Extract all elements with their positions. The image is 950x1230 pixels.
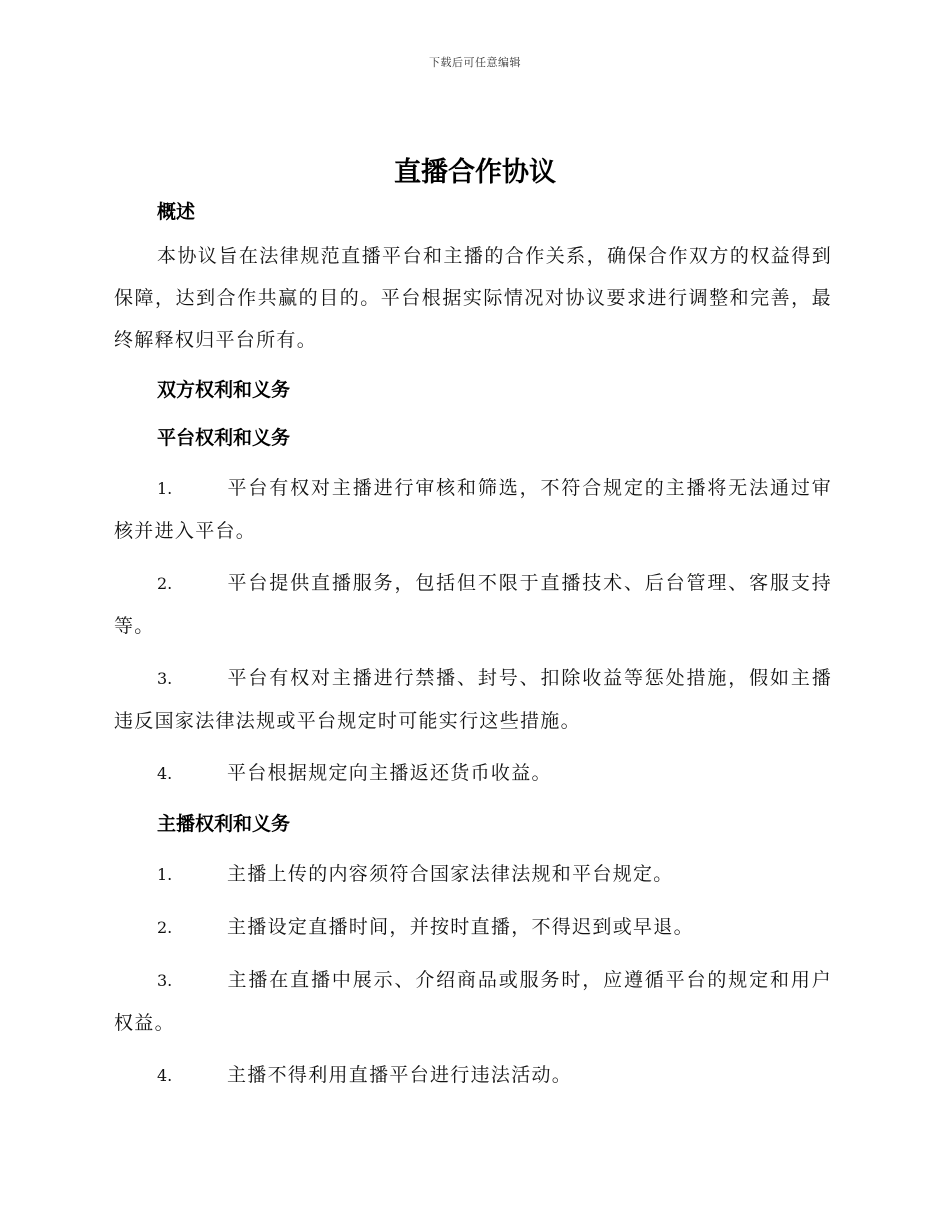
item-number: 1. <box>157 865 173 884</box>
document-title: 直播合作协议 <box>394 157 556 188</box>
platform-heading: 平台权利和义务 <box>157 427 291 449</box>
item-text: 平台有权对主播进行审核和筛选，不符合规定的主播将无法通过审核并进入平台。 <box>114 477 832 542</box>
item-number: 2. <box>157 574 173 593</box>
item-text: 平台根据规定向主播返还货币收益。 <box>227 762 552 784</box>
platform-item <box>114 752 832 795</box>
anchor-item <box>114 1054 832 1097</box>
item-number: 3. <box>157 669 173 688</box>
item-number: 1. <box>157 479 173 498</box>
platform-item <box>114 562 832 647</box>
item-text: 主播不得利用直播平台进行违法活动。 <box>227 1064 573 1086</box>
anchor-item <box>114 853 832 896</box>
page-header-note: 下载后可任意编辑 <box>429 56 521 69</box>
item-text: 平台有权对主播进行禁播、封号、扣除收益等惩处措施，假如主播违反国家法律法规或平台规定时可能实行这些措施。 <box>114 667 832 732</box>
item-number: 4. <box>157 764 173 783</box>
item-number: 2. <box>157 918 173 937</box>
rights-heading: 双方权利和义务 <box>157 379 291 401</box>
item-number: 3. <box>157 971 173 990</box>
anchor-item <box>114 906 832 949</box>
overview-heading: 概述 <box>157 201 196 223</box>
anchor-heading: 主播权利和义务 <box>157 813 291 835</box>
document-body <box>114 193 832 1097</box>
item-number: 4. <box>157 1066 173 1085</box>
overview-paragraph: 本协议旨在法律规范直播平台和主播的合作关系，确保合作双方的权益得到保障，达到合作共赢的目的。平台根据实际情况对协议要求进行调整和完善，最终解释权归平台所有。 <box>114 245 832 351</box>
platform-item <box>114 467 832 552</box>
item-text: 主播设定直播时间，并按时直播，不得迟到或早退。 <box>227 916 694 938</box>
platform-item <box>114 657 832 742</box>
item-text: 主播上传的内容须符合国家法律法规和平台规定。 <box>227 863 674 885</box>
item-text: 平台提供直播服务，包括但不限于直播技术、后台管理、客服支持等。 <box>114 572 832 637</box>
item-text: 主播在直播中展示、介绍商品或服务时，应遵循平台的规定和用户权益。 <box>114 969 832 1034</box>
anchor-item <box>114 959 832 1044</box>
